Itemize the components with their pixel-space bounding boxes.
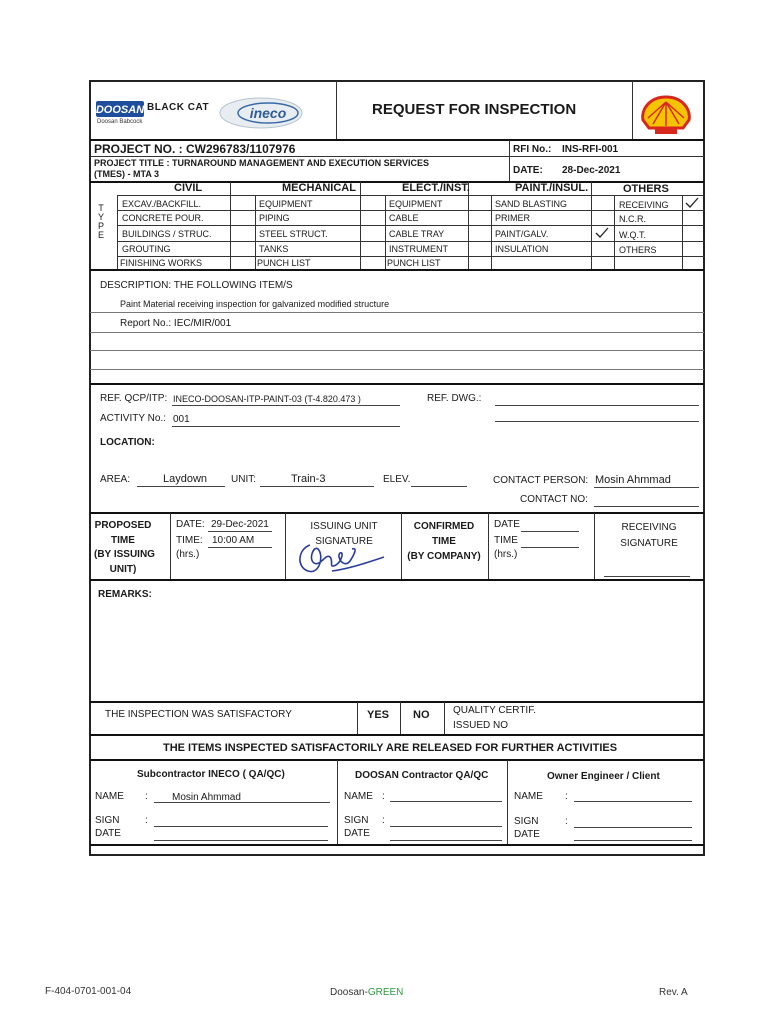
shell-logo	[639, 94, 693, 136]
confirmed-time-field[interactable]	[521, 547, 579, 548]
others-item: W.Q.T.	[619, 230, 646, 240]
location-label: LOCATION:	[100, 437, 155, 448]
ref-dwg-label: REF. DWG.:	[427, 393, 482, 404]
elect-item: PUNCH LIST	[387, 258, 441, 268]
col2-name-field[interactable]	[390, 801, 502, 802]
description-rule	[90, 312, 704, 313]
released-statement: THE ITEMS INSPECTED SATISFACTORILY ARE RELEASED FOR FURTHER ACTIVITIES	[163, 742, 618, 754]
contact-no-label: CONTACT NO:	[520, 494, 588, 505]
mech-item: EQUIPMENT	[259, 199, 313, 209]
elect-item: INSTRUMENT	[389, 244, 448, 254]
rfi-label: RFI No.:	[513, 144, 552, 155]
section-line	[90, 734, 704, 736]
form-frame	[89, 80, 705, 856]
description-rule	[90, 369, 704, 370]
col3-sign-colon: :	[565, 816, 568, 827]
section-line	[90, 844, 704, 846]
confirmed-hrs-label: (hrs.)	[494, 549, 518, 560]
grid-line	[682, 195, 683, 269]
grid-line	[170, 513, 171, 579]
unit-underline	[260, 486, 374, 487]
quality-certif-line2: ISSUED NO	[453, 720, 509, 731]
civil-item: GROUTING	[122, 244, 171, 254]
proposed-time-underline	[208, 547, 272, 548]
col2-date-field[interactable]	[390, 840, 502, 841]
area-value[interactable]: Laydown	[163, 473, 208, 485]
description-label: DESCRIPTION: THE FOLLOWING ITEM/S	[100, 280, 293, 291]
doosan-logo	[96, 101, 144, 117]
description-rule	[90, 332, 704, 333]
row-line	[117, 195, 705, 196]
section-line	[90, 701, 704, 703]
grid-line	[594, 513, 595, 579]
description-rule	[90, 350, 704, 351]
proposed-hrs-label: (hrs.)	[176, 549, 200, 560]
grid-line	[117, 195, 118, 269]
date-value: 28-Dec-2021	[562, 165, 621, 176]
confirmed-date-label: DATE	[494, 519, 520, 530]
col1-date-field[interactable]	[154, 840, 328, 841]
svg-text:DOOSAN: DOOSAN	[96, 104, 144, 116]
activity-label: ACTIVITY No.:	[100, 413, 166, 424]
grid-line	[385, 195, 386, 269]
col3-name-field[interactable]	[574, 801, 692, 802]
header-paint: PAINT./INSUL.	[515, 182, 589, 194]
col2-sign-field[interactable]	[390, 826, 502, 827]
unit-value[interactable]: Train-3	[291, 473, 326, 485]
paint-item: INSULATION	[495, 244, 549, 254]
ref-dwg-field[interactable]	[495, 421, 699, 422]
proposed-date-label: DATE:	[176, 519, 205, 530]
mech-item: PUNCH LIST	[257, 258, 311, 268]
civil-item: BUILDINGS / STRUC.	[122, 229, 212, 239]
mech-item: STEEL STRUCT.	[259, 229, 328, 239]
mech-item: TANKS	[259, 244, 289, 254]
signoff-col3-title: Owner Engineer / Client	[547, 771, 660, 782]
blackcat-logo: BLACK CAT	[147, 102, 210, 113]
footer-form-code: F-404-0701-001-04	[45, 986, 132, 997]
rfi-value: INS-RFI-001	[562, 144, 619, 155]
grid-line	[444, 702, 445, 734]
grid-line	[357, 702, 358, 734]
proposed-time-value[interactable]: 10:00 AM	[212, 535, 255, 546]
civil-item: CONCRETE POUR.	[122, 213, 204, 223]
elev-field[interactable]	[411, 486, 467, 487]
type-vertical-label: T Y P E	[97, 203, 104, 240]
elect-item: EQUIPMENT	[389, 199, 443, 209]
receiving-signature-label: RECEIVING SIGNATURE	[620, 522, 678, 549]
col3-name-colon: :	[565, 791, 568, 802]
contact-person-label: CONTACT PERSON:	[493, 475, 589, 486]
section-line	[90, 383, 704, 385]
checkmark-paint-galv-icon[interactable]	[595, 226, 609, 238]
grid-line	[614, 195, 615, 269]
row-line	[117, 225, 705, 226]
col3-date-field[interactable]	[574, 840, 692, 841]
others-item: OTHERS	[619, 245, 657, 255]
col3-date-label: DATE	[514, 829, 540, 840]
paint-item: PRIMER	[495, 213, 531, 223]
signoff-col1-title: Subcontractor INECO ( QA/QC)	[137, 769, 285, 780]
ref-qcp-label: REF. QCP/ITP:	[100, 393, 168, 404]
col3-sign-field[interactable]	[574, 827, 692, 828]
grid-line	[491, 195, 492, 269]
satisfactory-no[interactable]: NO	[413, 709, 430, 721]
section-line	[90, 269, 704, 271]
col1-name-underline	[154, 802, 330, 803]
col1-name-value[interactable]: Mosin Ahmmad	[172, 792, 241, 803]
form-title: REQUEST FOR INSPECTION	[372, 101, 577, 118]
section-line	[90, 579, 704, 581]
proposed-time-label: PROPOSED TIME (BY ISSUING UNIT)	[94, 520, 155, 575]
footer-revision: Rev. A	[659, 987, 688, 998]
grid-line	[285, 513, 286, 579]
col1-sign-label: SIGN	[95, 815, 120, 826]
section-line	[90, 759, 704, 761]
contact-person-underline	[594, 487, 699, 488]
others-item: RECEIVING	[619, 200, 669, 210]
remarks-label: REMARKS:	[98, 589, 152, 600]
header-mechanical: MECHANICAL	[282, 182, 356, 194]
header-civil: CIVIL	[174, 182, 203, 194]
grid-line	[488, 513, 489, 579]
rfi-divider	[509, 140, 510, 182]
others-item: N.C.R.	[619, 214, 646, 224]
issuing-signature-label: ISSUING UNIT SIGNATURE	[310, 521, 378, 547]
satisfactory-yes[interactable]: YES	[367, 709, 390, 721]
checkmark-receiving-icon[interactable]	[685, 196, 699, 208]
mech-item: PIPING	[259, 213, 290, 223]
paint-item: SAND BLASTING	[495, 199, 568, 209]
confirmed-time-field-label: TIME	[494, 535, 518, 546]
col2-date-label: DATE	[344, 828, 370, 839]
row-line	[117, 256, 705, 257]
doosan-sub-label: Doosan Babcock	[97, 119, 143, 125]
date-label: DATE:	[513, 165, 543, 176]
elev-label: ELEV.	[383, 474, 411, 485]
receiving-signature-field[interactable]	[604, 576, 690, 577]
col1-name-colon: :	[145, 791, 148, 802]
project-title-line2: (TMES) - MTA 3	[94, 169, 159, 179]
issuing-signature	[292, 535, 388, 579]
signoff-col2-title: DOOSAN Contractor QA/QC	[355, 770, 489, 781]
elect-item: CABLE TRAY	[389, 229, 445, 239]
col2-sign-label: SIGN	[344, 815, 369, 826]
header-divider	[632, 81, 633, 139]
row-line	[90, 156, 704, 157]
description-line2: Report No.: IEC/MIR/001	[120, 318, 232, 329]
ref-qcp-underline	[172, 405, 400, 406]
area-underline	[137, 486, 225, 487]
ref-dwg-field[interactable]	[495, 405, 699, 406]
grid-line	[401, 513, 402, 579]
confirmed-time-label: CONFIRMED TIME (BY COMPANY)	[407, 521, 481, 562]
quality-certif-line1: QUALITY CERTIF.	[453, 705, 536, 716]
contact-no-field[interactable]	[594, 506, 699, 507]
svg-text:ineco: ineco	[249, 105, 287, 121]
satisfactory-text: THE INSPECTION WAS SATISFACTORY	[105, 709, 292, 720]
elect-item: CABLE	[389, 213, 419, 223]
header-elect: ELECT./INST.	[402, 182, 470, 194]
civil-item: EXCAV./BACKFILL.	[122, 199, 202, 209]
footer-doosan-green: Doosan-GREEN	[330, 987, 404, 998]
col1-sign-colon: :	[145, 815, 148, 826]
col1-name-label: NAME	[95, 791, 124, 802]
area-label: AREA:	[100, 474, 131, 485]
project-title-line1: PROJECT TITLE : TURNAROUND MANAGEMENT AND EXECUTION SERVICES	[94, 158, 430, 168]
col2-sign-colon: :	[382, 815, 385, 826]
civil-item: FINISHING WORKS	[120, 258, 203, 268]
grid-line	[400, 702, 401, 734]
col2-name-colon: :	[382, 791, 385, 802]
activity-value[interactable]: 001	[173, 414, 190, 425]
contact-person-value[interactable]: Mosin Ahmmad	[595, 474, 671, 486]
col2-name-label: NAME	[344, 791, 373, 802]
header-bottom-line	[90, 139, 704, 141]
col3-sign-label: SIGN	[514, 816, 539, 827]
header-divider	[336, 81, 337, 139]
col1-date-label: DATE	[95, 828, 121, 839]
section-line	[90, 512, 704, 514]
paint-item: PAINT/GALV.	[495, 229, 549, 239]
grid-line	[255, 195, 256, 269]
ineco-logo	[218, 96, 304, 130]
row-line	[117, 241, 705, 242]
proposed-time-field-label: TIME:	[176, 535, 203, 546]
unit-label: UNIT:	[231, 474, 256, 485]
col1-sign-field[interactable]	[154, 826, 328, 827]
project-no: PROJECT NO. : CW296783/1107976	[94, 142, 296, 156]
activity-underline	[172, 426, 400, 427]
description-line1: Paint Material receiving inspection for galvanized modified structure	[120, 299, 390, 309]
confirmed-date-field[interactable]	[521, 531, 579, 532]
row-line	[117, 210, 705, 211]
proposed-date-underline	[208, 531, 272, 532]
grid-line	[337, 760, 338, 844]
header-others: OTHERS	[623, 183, 669, 195]
grid-line	[507, 760, 508, 844]
col3-name-label: NAME	[514, 791, 543, 802]
proposed-date-value[interactable]: 29-Dec-2021	[211, 519, 269, 530]
ref-qcp-value[interactable]: INECO-DOOSAN-ITP-PAINT-03 (T-4.820.473 )	[173, 394, 361, 404]
